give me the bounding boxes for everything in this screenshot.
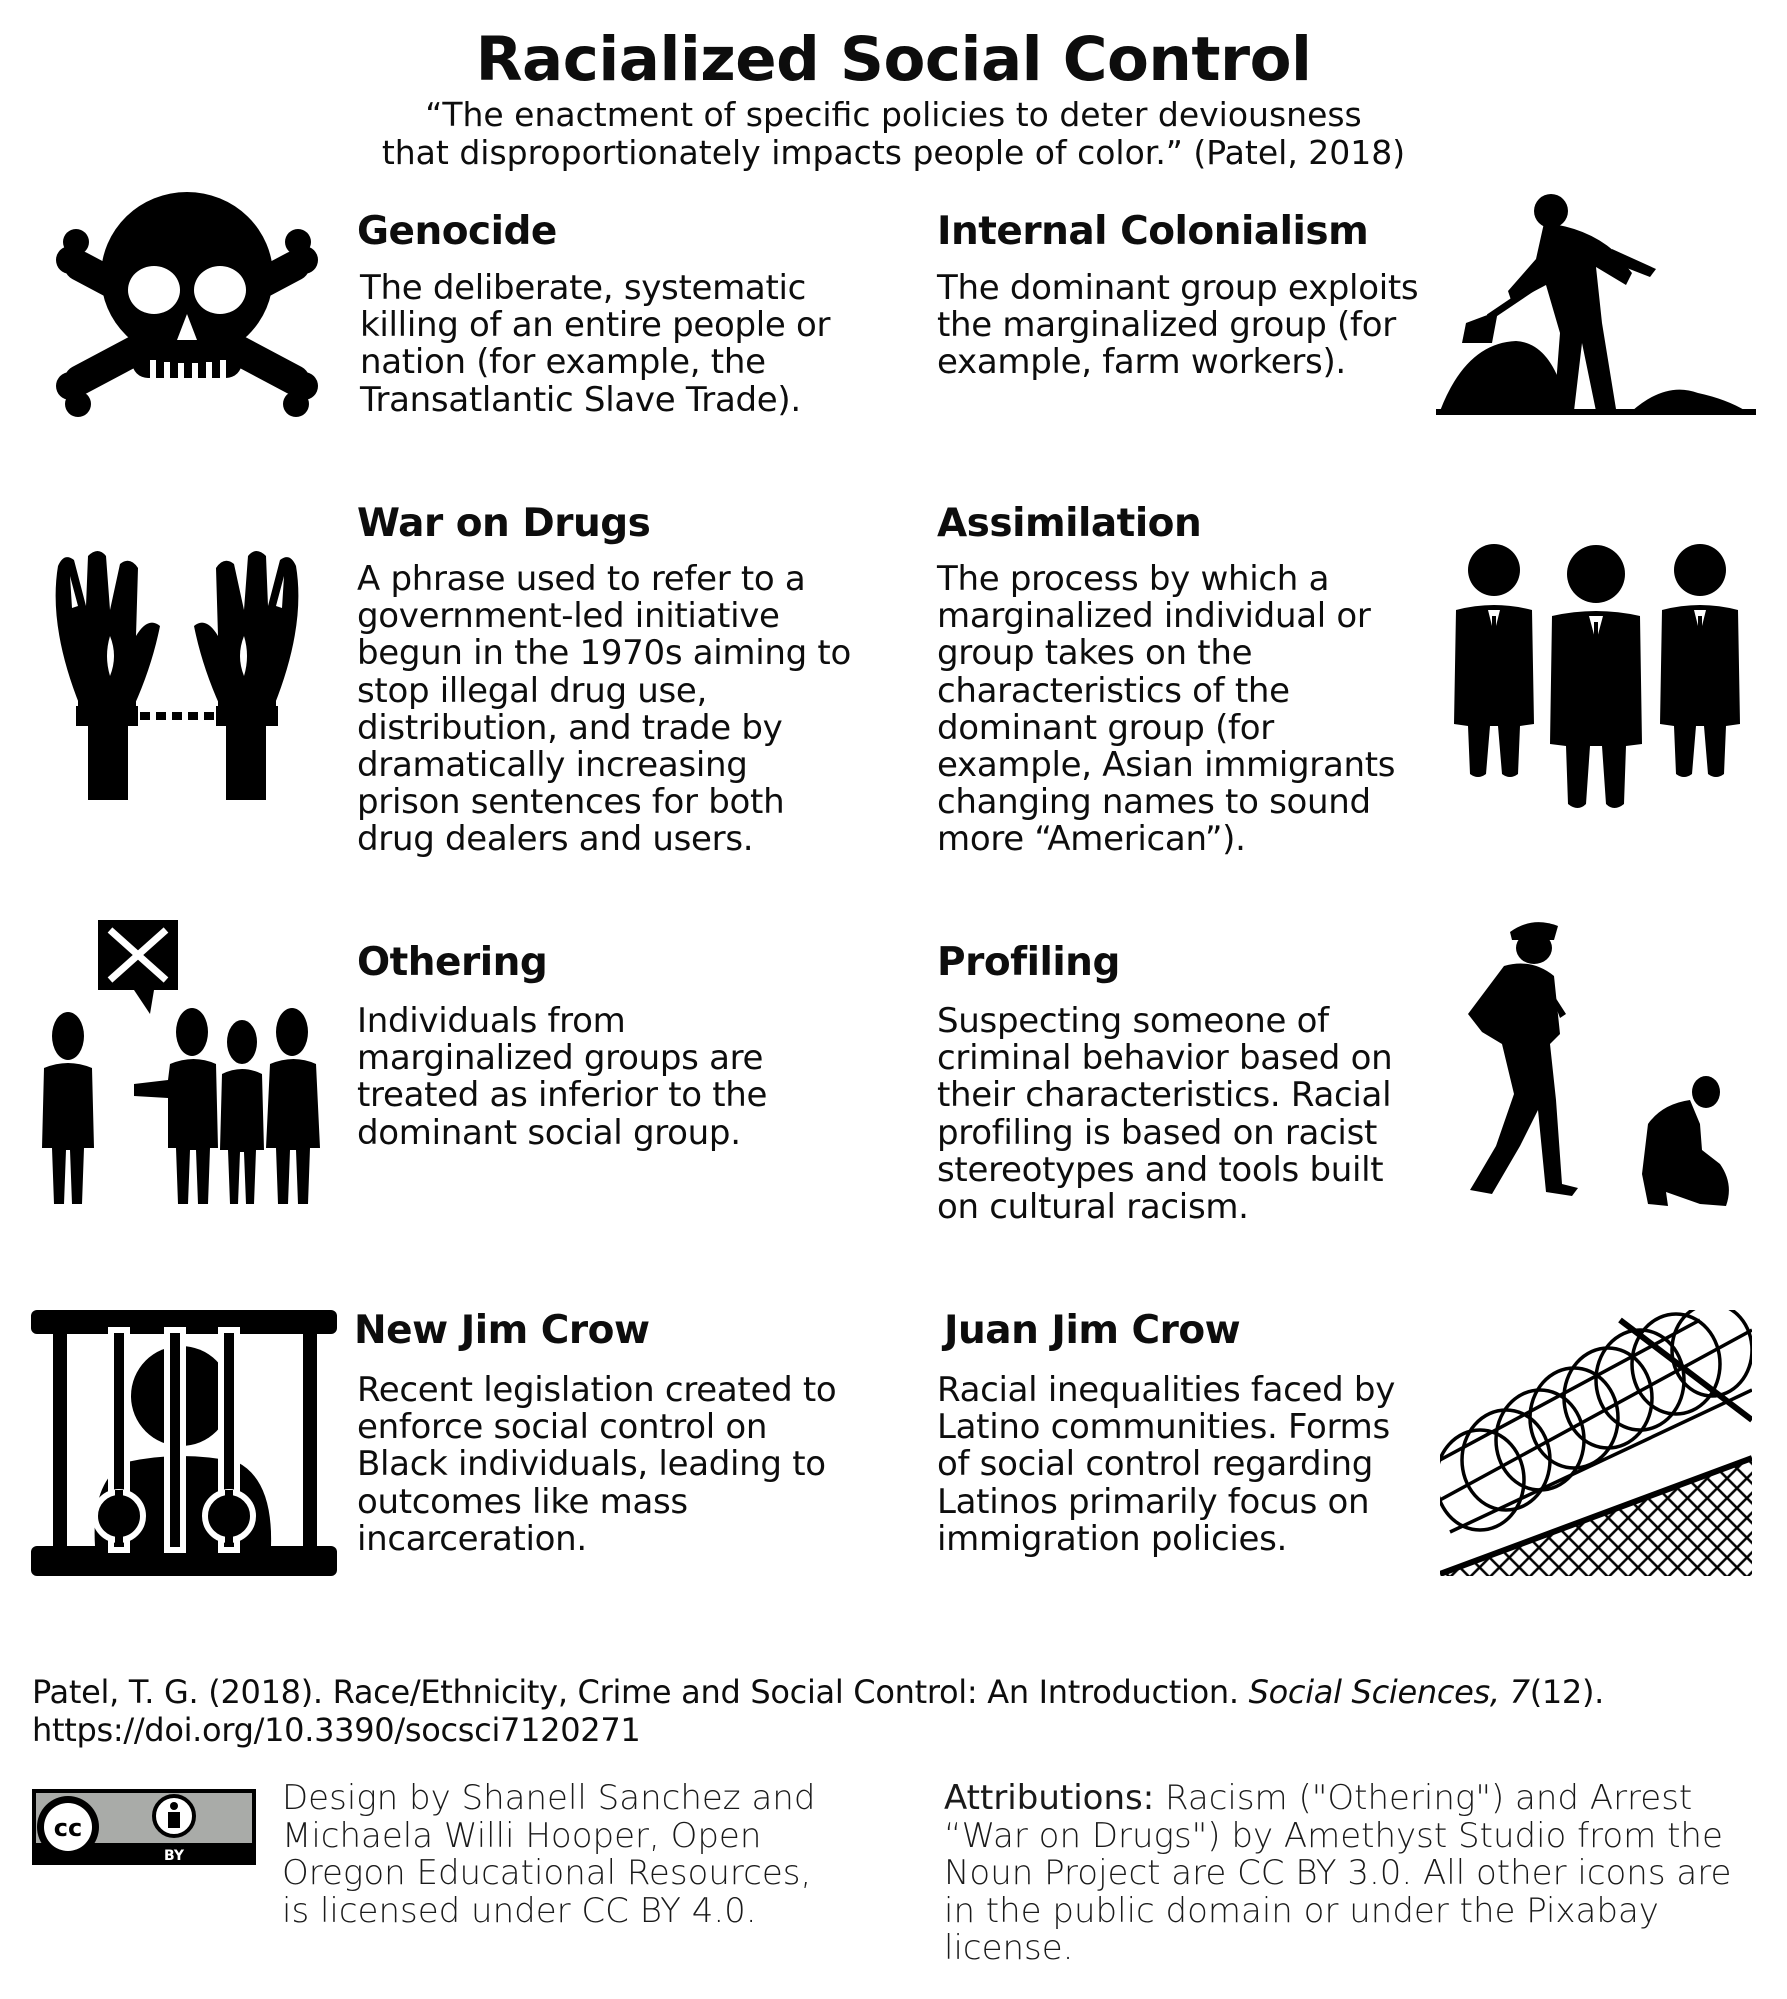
text-line: characteristics of the (937, 670, 1290, 711)
text-line: drug dealers and users. (357, 819, 754, 860)
text-line: stereotypes and tools built (937, 1149, 1384, 1190)
section-heading-war-on-drugs: War on Drugs (357, 501, 651, 546)
citation (32, 1673, 1604, 1749)
attributions (944, 1780, 1731, 1968)
citation-authors: Patel, T. G. (2018). Race/Ethnicity, Crime and Social Control: An Introduction. (32, 1673, 1249, 1711)
barbed-wire-fence-icon (1440, 1310, 1752, 1576)
text-line: marginalized individual or (937, 596, 1371, 637)
text-line: in the public domain or under the Pixabay (944, 1890, 1659, 1931)
text-line: Racial inequalities faced by (937, 1370, 1396, 1410)
text-line: begun in the 1970s aiming to (357, 633, 851, 674)
text-line (944, 1780, 1731, 1818)
text-line: dominant social group. (357, 1112, 741, 1153)
cc-by-text: BY (163, 1848, 185, 1864)
citation-doi-link[interactable]: https://doi.org/10.3390/socsci7120271 (32, 1711, 641, 1749)
subtitle-line: that disproportionately impacts people of color.” (Patel, 2018) (381, 133, 1406, 172)
section-text-profiling (937, 1003, 1392, 1226)
section-heading-profiling: Profiling (937, 940, 1120, 985)
text-line: example, Asian immigrants (937, 745, 1396, 786)
text-line: Transatlantic Slave Trade). (360, 379, 801, 420)
text-line: enforce social control on (357, 1407, 768, 1448)
text-line: stop illegal drug use, (357, 670, 708, 711)
text-line: government-led initiative (357, 596, 780, 637)
section-heading-internal-colonialism: Internal Colonialism (937, 209, 1369, 254)
text-line: outcomes like mass (357, 1481, 688, 1522)
section-text-juan-jim-crow (937, 1372, 1395, 1558)
section-heading-genocide: Genocide (357, 209, 557, 254)
text-line: The deliberate, systematic (360, 268, 807, 308)
citation-line (32, 1673, 1604, 1711)
citation-issue: (12). (1529, 1673, 1605, 1711)
section-heading-assimilation: Assimilation (937, 501, 1202, 546)
text-line: Latinos primarily focus on (937, 1481, 1370, 1522)
text-line: criminal behavior based on (937, 1038, 1393, 1079)
text-line: changing names to sound (937, 782, 1371, 823)
text-line: incarceration. (357, 1518, 587, 1559)
page-subtitle (0, 96, 1787, 172)
section-heading-othering: Othering (357, 940, 548, 985)
attributions-label: Attributions: (944, 1778, 1155, 1818)
text-line: The dominant group exploits (937, 268, 1419, 308)
text-line: “War on Drugs") by Amethyst Studio from the (944, 1815, 1723, 1856)
design-credit (282, 1780, 815, 1930)
section-heading-new-jim-crow: New Jim Crow (354, 1308, 650, 1353)
section-text-assimilation (937, 561, 1395, 859)
text-line: Design by Shanell Sanchez and (282, 1778, 816, 1818)
police-officer-kneeling-person-icon (1462, 914, 1732, 1214)
text-line: their characteristics. Racial (937, 1075, 1392, 1116)
text-line: example, farm workers). (937, 342, 1346, 383)
text-line: nation (for example, the (360, 342, 766, 383)
text-line: prison sentences for both (357, 782, 785, 823)
text-line: dramatically increasing (357, 745, 748, 786)
section-text-othering (357, 1003, 767, 1152)
worker-shoveling-icon (1436, 193, 1756, 417)
text-line: more “American”). (937, 819, 1246, 860)
text-line: immigration policies. (937, 1518, 1288, 1559)
section-heading-juan-jim-crow: Juan Jim Crow (944, 1308, 1241, 1353)
othering-group-icon (38, 918, 326, 1208)
section-text-new-jim-crow (357, 1372, 836, 1558)
section-text-internal-colonialism (937, 270, 1418, 382)
text-line: Black individuals, leading to (357, 1444, 826, 1485)
text-line: is licensed under CC BY 4.0. (282, 1890, 757, 1931)
text-line: profiling is based on racist (937, 1112, 1378, 1153)
text-line: Suspecting someone of (937, 1001, 1329, 1041)
citation-journal: Social Sciences, 7 (1248, 1673, 1530, 1711)
text-line: A phrase used to refer to a (357, 559, 806, 599)
text-line: killing of an entire people or (360, 305, 831, 346)
text-line: Oregon Educational Resources, (282, 1853, 812, 1893)
text-line: the marginalized group (for (937, 305, 1396, 346)
section-text-war-on-drugs (357, 561, 851, 859)
handcuffed-hands-icon (48, 546, 306, 800)
subtitle-line: “The enactment of specific policies to deter deviousness (425, 95, 1362, 134)
text-line: marginalized groups are (357, 1038, 764, 1079)
text-line: license. (944, 1928, 1074, 1968)
page-title: Racialized Social Control (475, 24, 1312, 95)
cc-logo-text: cc (53, 1814, 83, 1842)
text-line: Michaela Willi Hooper, Open (282, 1815, 762, 1856)
section-text-genocide (360, 270, 830, 419)
text-line: distribution, and trade by (357, 707, 783, 748)
text-line: on cultural racism. (937, 1187, 1249, 1228)
cc-by-license-badge[interactable] (32, 1789, 256, 1865)
text-line: The process by which a (937, 559, 1330, 599)
text-line: Individuals from (357, 1001, 626, 1041)
text-line: Noun Project are CC BY 3.0. All other icons are (944, 1853, 1732, 1893)
text-line: treated as inferior to the (357, 1075, 768, 1116)
text-line: dominant group (for (937, 707, 1274, 748)
person-behind-bars-icon (31, 1310, 337, 1576)
attributions-text: Racism ("Othering") and Arrest (1154, 1778, 1693, 1818)
text-line: group takes on the (937, 633, 1253, 674)
text-line: Latino communities. Forms (937, 1407, 1390, 1448)
three-businessmen-icon (1448, 544, 1746, 812)
text-line: Recent legislation created to (357, 1370, 837, 1410)
text-line: of social control regarding (937, 1444, 1373, 1485)
skull-crossbones-icon (56, 190, 318, 422)
